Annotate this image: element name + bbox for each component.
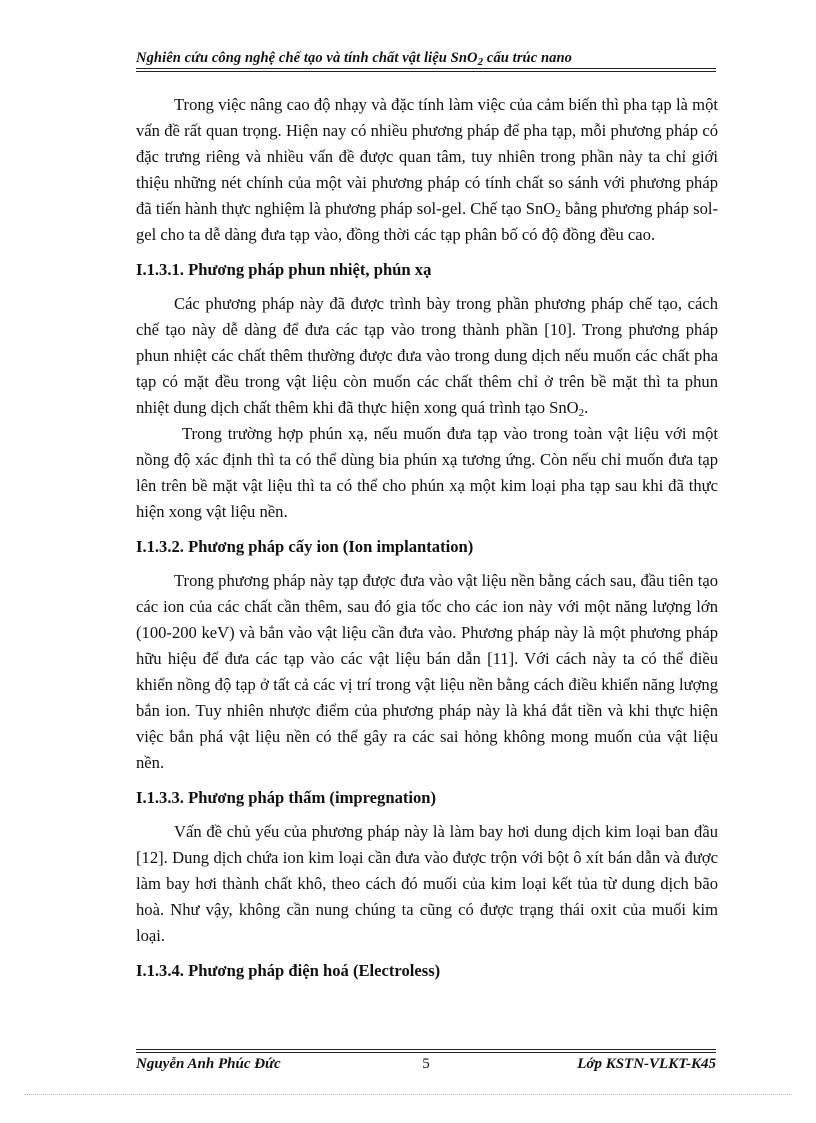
page-body [136,92,718,992]
paragraph-sputter: Trong trường hợp phún xạ, nếu muốn đưa tạp vào trong toàn vật liệu với một nồng độ xác định thì ta có thể dùng bia phún xạ tương ứng. Còn nếu chỉ muốn đưa tạp lên trên bề mặt vật liệu thì ta có thể cho phún xạ một kim loại pha tạp sau khi đã thực hiện xong vật liệu nền. [136,424,718,521]
running-header-title: Nghiên cứu công nghệ chế tạo và tính chất vật liệu SnO$_2$ cấu trúc nano [136,50,573,68]
page-number: 5 [422,1056,430,1072]
section-heading-ion-implantation: I.1.3.2. Phương pháp cấy ion (Ion implantation) [136,537,474,556]
page-footer [136,1056,716,1078]
footer-class-label: Lớp KSTN-VLKT-K45 [577,1056,716,1072]
section-heading-electroless: I.1.3.4. Phương pháp điện hoá (Electroless) [136,961,441,980]
paragraph-doping-intro: Trong việc nâng cao độ nhạy và đặc tính làm việc của cảm biến thì pha tạp là một vấn đề rất quan trọng. Hiện nay có nhiều phương pháp để pha tạp, mỗi phương pháp có đặc trưng riêng và nhiều vấn đề được quan tâm, tuy nhiên trong phần này ta chỉ giới thiệu những nét chính của một vài phương pháp có tính chất so sánh với phương pháp đã tiến hành thực nghiệm là phương pháp sol-gel. Chế tạo SnO$_2$ bằng phương pháp sol-gel cho ta dễ dàng đưa tạp vào, đồng thời các tạp phân bố có độ đồng đều cao. [136,95,719,244]
paragraph-ion-implantation: Trong phương pháp này tạp được đưa vào vật liệu nền bằng cách sau, đầu tiên tạo các ion của các chất cần thêm, sau đó gia tốc cho các ion này với một năng lượng lớn (100-200 keV) và bắn vào vật liệu cần đưa vào. Phương pháp này là một phương pháp hữu hiệu để đưa các tạp vào các vật liệu bán dẫn [11]. Với cách này ta có thể điều khiển nồng độ tạp ở tất cả các vị trí trong vật liệu nền bằng cách điều khiển năng lượng bắn ion. Tuy nhiên nhược điểm của phương pháp này là khá đắt tiền và khi thực hiện việc bắn phá vật liệu nền có thể gây ra các sai hỏng không mong muốn của vật liệu nền. [136,571,718,772]
paragraph-impregnation: Vấn đề chủ yếu của phương pháp này là làm bay hơi dung dịch kim loại ban đầu [12]. Dung dịch chứa ion kim loại cần đưa vào được trộn với bột ô xít bán dẫn và được làm bay hơi thành chất khô, theo cách đó muối của kim loại kết tủa từ dung dịch bão hoà. Như vậy, không cần nung chúng ta cũng có được trạng thái oxit của muối kim loại. [136,822,718,945]
section-heading-spray-sputter: I.1.3.1. Phương pháp phun nhiệt, phún xạ [136,260,432,279]
header-divider [136,68,716,72]
section-heading-impregnation: I.1.3.3. Phương pháp thấm (impregnation) [136,788,437,807]
page-edge-line [24,1094,792,1095]
footer-divider [136,1049,716,1053]
paragraph-spray: Các phương pháp này đã được trình bày trong phần phương pháp chế tạo, cách chế tạo này dễ dàng để đưa các tạp vào trong thành phần [10]. Trong phương pháp phun nhiệt các chất thêm thường được đưa vào trong dung dịch nếu muốn các chất pha tạp có mặt đều trong vật liệu còn muốn các chất thêm chỉ ở trên bề mặt thì ta phun nhiệt dung dịch chất thêm khi đã thực hiện xong quá trình tạo SnO$_2$. [136,294,718,419]
footer-author: Nguyễn Anh Phúc Đức [136,1056,281,1072]
